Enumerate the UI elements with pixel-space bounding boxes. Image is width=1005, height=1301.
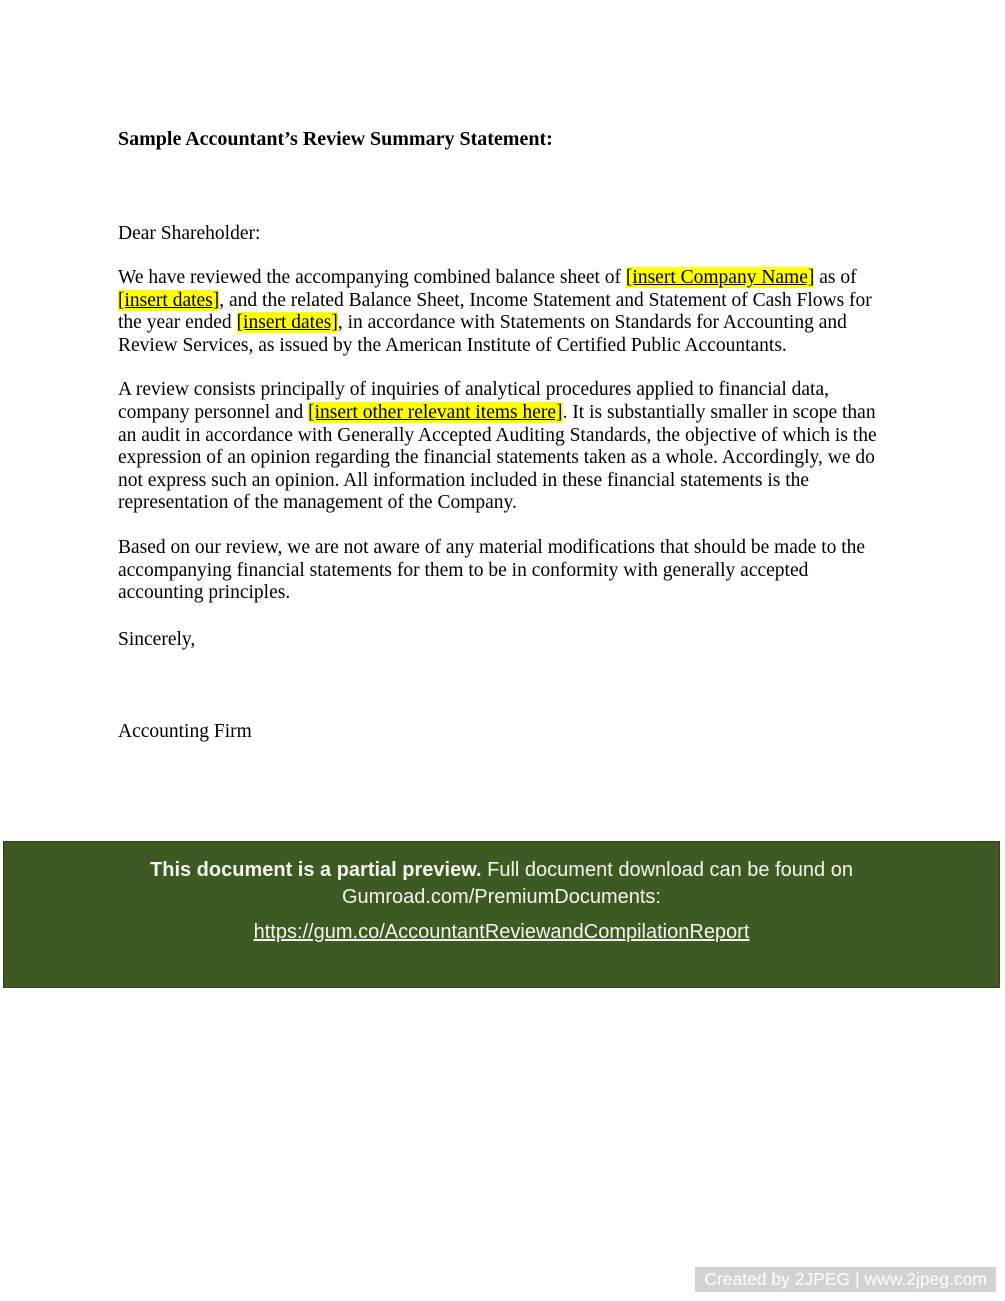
- text-run: We have reviewed the accompanying combined balance sheet of: [118, 267, 626, 288]
- preview-banner-bold-text: This document is a partial preview.: [150, 859, 482, 881]
- placeholder-highlight: [insert dates]: [118, 289, 220, 311]
- placeholder-highlight: [insert other relevant items here]: [308, 401, 563, 423]
- letter-body: [118, 0, 892, 743]
- text-run: . It is substantially smaller in scope than an audit in accordance with Generally Accepted Auditing Standards, the objective of which is the expression of an opinion regarding the financial statements taken as a whole. Accordingly, we do not express such an opinion. All information included in these financial statements is the representation of the management of the Company.: [118, 401, 877, 514]
- preview-banner-rest-text: Full document download can be found on Gumroad.com/PremiumDocuments:: [342, 859, 853, 908]
- paragraph-conclusion: [118, 537, 892, 605]
- signature-line: Accounting Firm: [118, 720, 252, 742]
- text-run: , and the related Balance Sheet, Income Statement and Statement of Cash Flows for the year ended: [118, 289, 872, 334]
- document-title: Sample Accountant’s Review Summary Statement:: [118, 128, 553, 150]
- text-run: A review consists principally of inquiries of analytical procedures applied to financial data, company personnel and: [118, 379, 829, 423]
- text-run: , in accordance with Statements on Standards for Accounting and Review Services, as issued by the American Institute of Certified Public Accountants.: [118, 312, 847, 356]
- text-run: as of: [814, 267, 857, 288]
- text-run: Based on our review, we are not aware of any material modifications that should be made to the accompanying financial statements for them to be in conformity with generally accepted accounting principles.: [118, 536, 866, 604]
- paragraph-review-scope: [118, 267, 892, 357]
- gumroad-link[interactable]: https://gum.co/AccountantReviewandCompilationReport: [253, 921, 750, 943]
- placeholder-highlight: [insert Company Name]: [625, 267, 815, 288]
- salutation: Dear Shareholder:: [118, 223, 261, 244]
- paragraph-review-description: [118, 379, 892, 515]
- preview-banner-link-row: [4, 920, 999, 944]
- closing: Sincerely,: [118, 628, 196, 650]
- preview-banner-text: [62, 857, 941, 911]
- placeholder-highlight: [insert dates]: [236, 312, 338, 334]
- watermark-badge: Created by 2JPEG | www.2jpeg.com: [695, 1267, 996, 1292]
- preview-banner: [3, 841, 1000, 988]
